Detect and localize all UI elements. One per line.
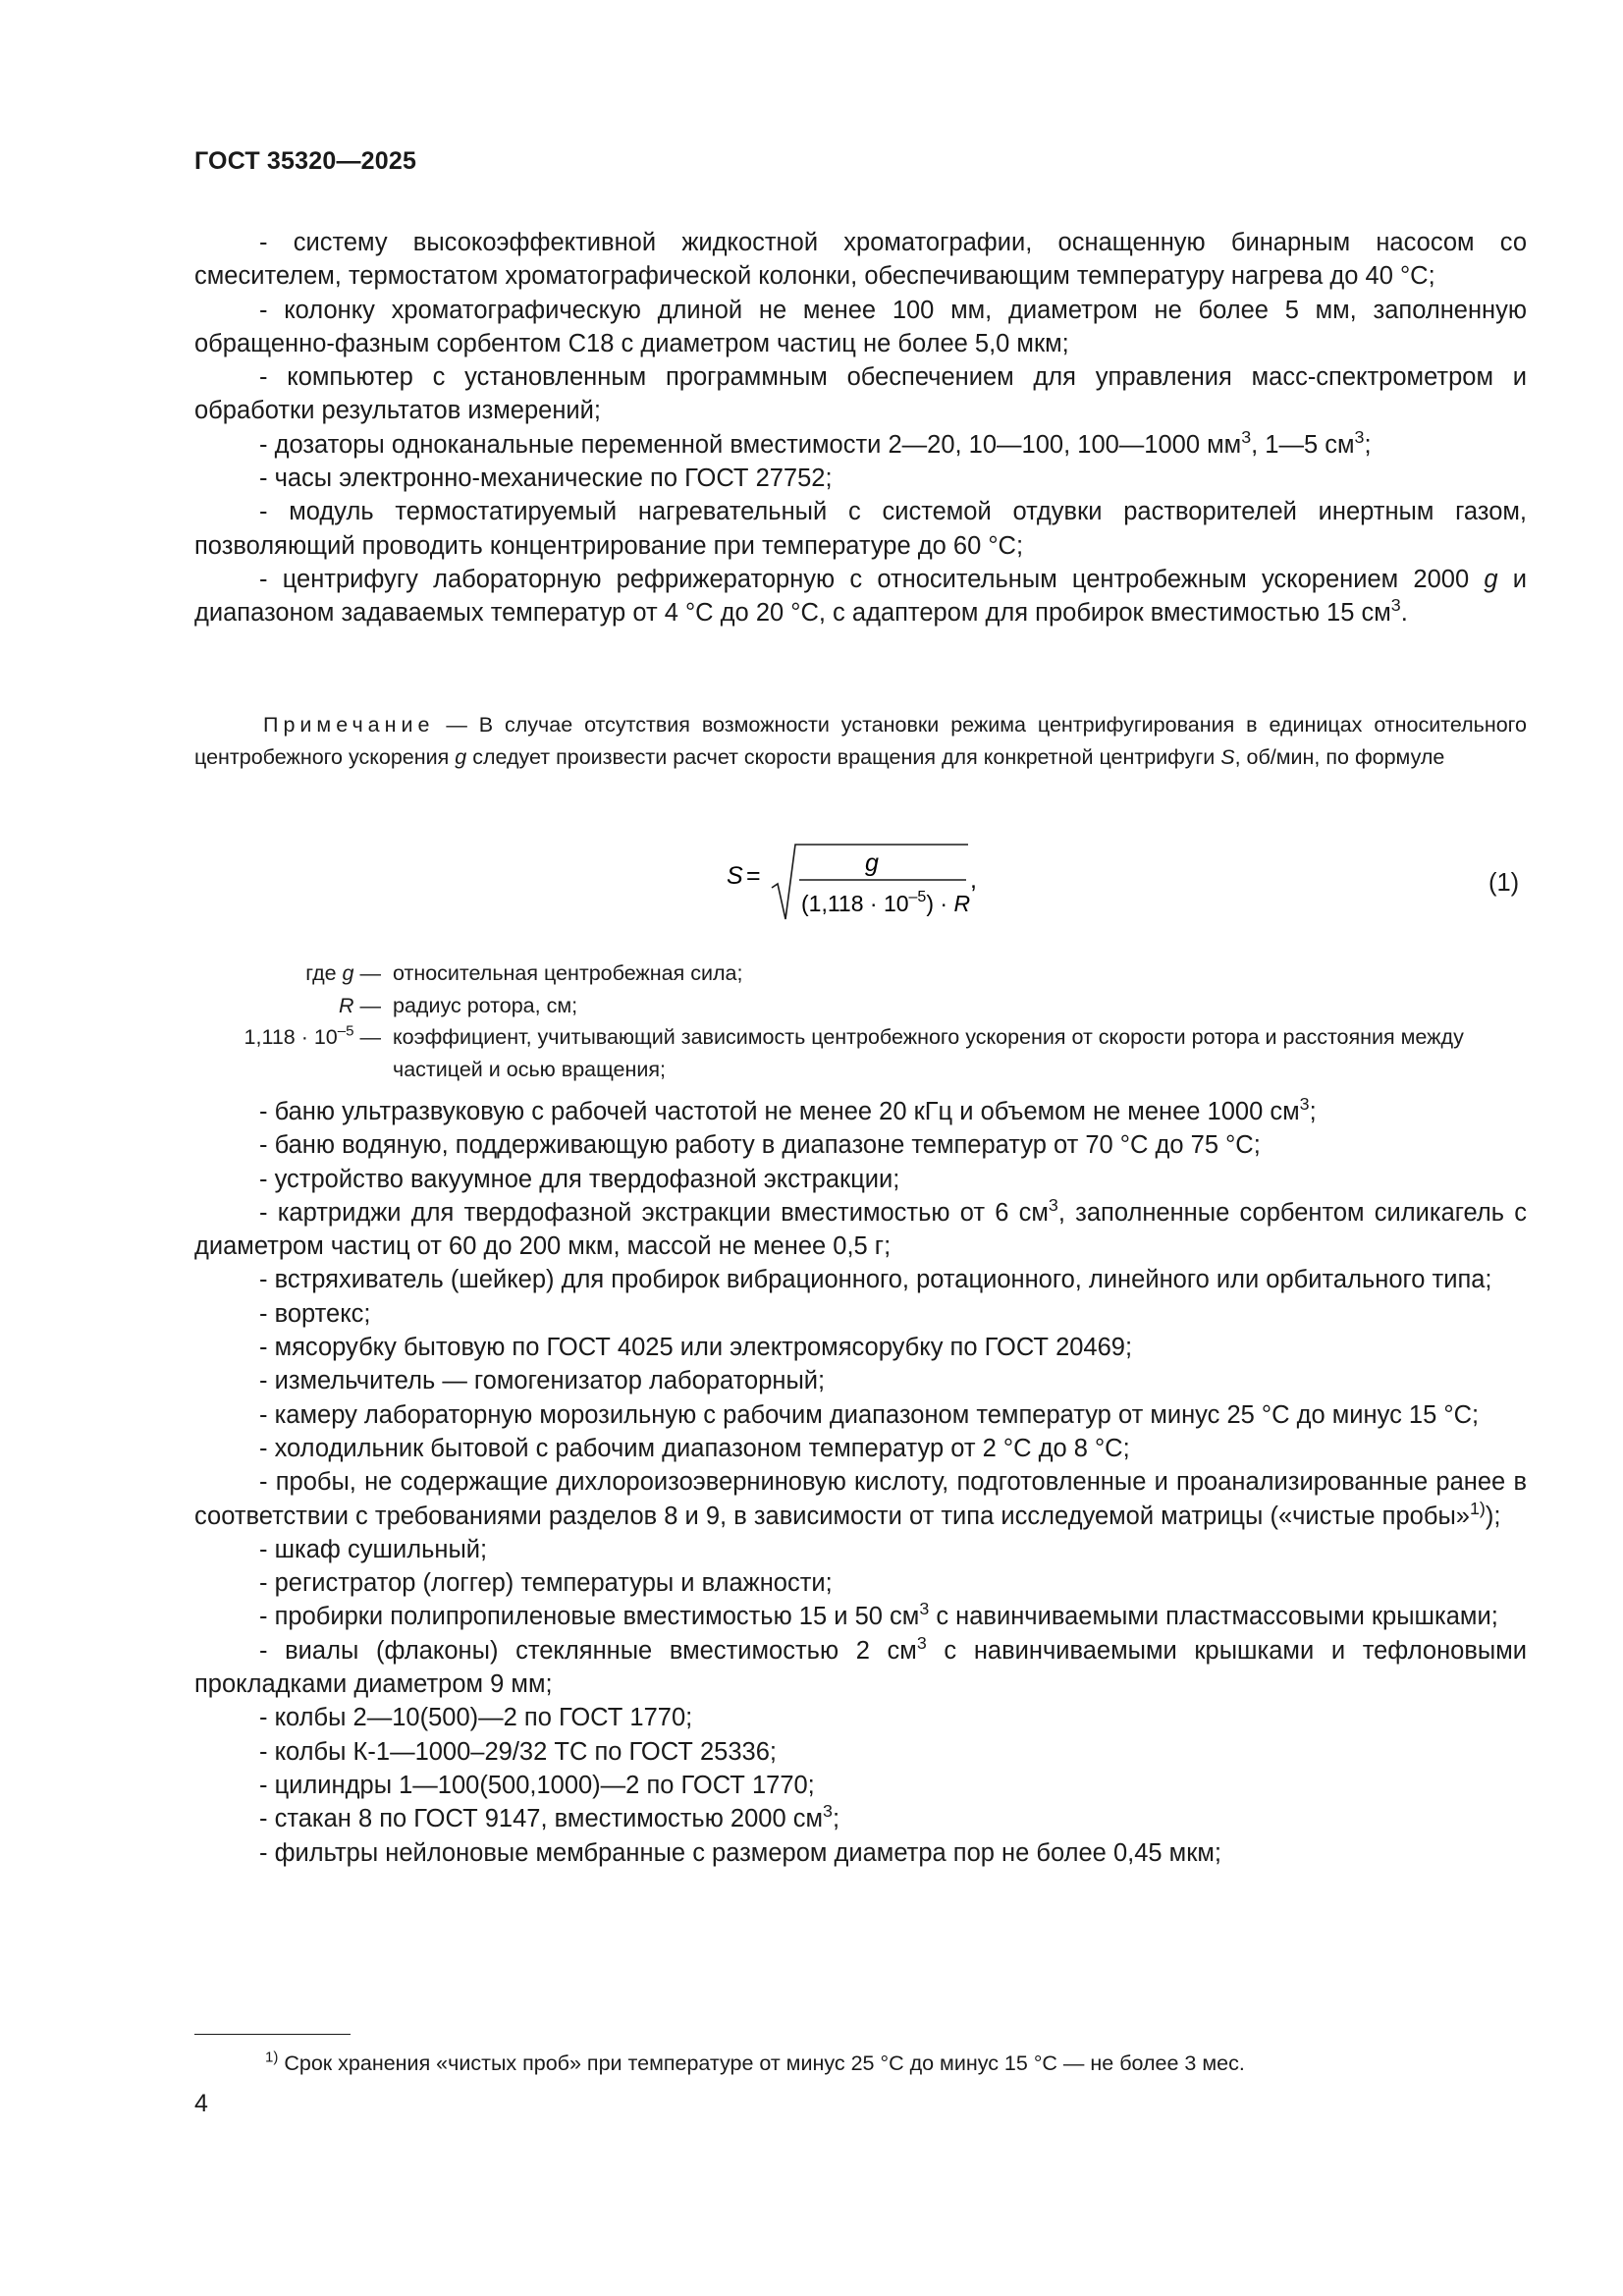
list-item: - холодильник бытовой с рабочим диапазоном температур от 2 °C до 8 °C; (259, 1434, 1130, 1462)
footnote (265, 2050, 1245, 2077)
list-item: - колбы К-1—1000–29/32 ТС по ГОСТ 25336; (259, 1737, 777, 1766)
list-item: - баню ультразвуковую с рабочей частотой не менее 20 кГц и объемом не менее 1000 $см^3$; (259, 1094, 1317, 1125)
list-item: - компьютер с установленным программным обеспечением для управления масс-спектрометром и обработки результатов измерений; (194, 363, 1527, 425)
footnote-separator (194, 2034, 351, 2035)
list-item: - виалы (флаконы) стеклянные вместимостью 2 $см^3$ с навинчиваемыми крышками и тефлоновыми прокладками диаметром 9 мм; (194, 1632, 1527, 1699)
list-item: - встряхиватель (шейкер) для пробирок вибрационного, ротационного, линейного или орбитального типа; (259, 1266, 1492, 1294)
list-item: - систему высокоэффективной жидкостной хроматографии, оснащенную бинарным насосом со смесителем, термостатом хроматографической колонки, обеспечивающим температуру нагрева до 40 °C; (194, 229, 1527, 291)
legend-symbol: где g — (305, 961, 381, 985)
legend-symbol: $1,118 \cdot 10^{-5}$ — (243, 1022, 381, 1049)
note-paragraph (194, 709, 1527, 773)
list-item: - часы электронно-механические по ГОСТ 27752; (259, 465, 833, 493)
note-block (194, 709, 1527, 773)
formula-1 (0, 833, 1623, 931)
list-item: - модуль термостатируемый нагревательный с системой отдувки растворителей инертным газом, позволяющий проводить концентрирование при температуре до 60 °C; (194, 498, 1527, 560)
list-item: - дозаторы одноканальные переменной вместимости 2—20, 10—100, 100—1000 $мм^3$, 1—5 $см^3$; (259, 426, 1372, 459)
list-item: - стакан 8 по ГОСТ 9147, вместимостью 2000 $см^3$; (259, 1801, 840, 1833)
list-item: - устройство вакуумное для твердофазной экстракции; (259, 1165, 900, 1193)
list-item: - шкаф сушильный; (259, 1535, 488, 1563)
list-item: - мясорубку бытовую по ГОСТ 4025 или электромясорубку по ГОСТ 20469; (259, 1334, 1133, 1362)
list-item: - пробирки полипропиленовые вместимостью 15 и 50 $см^3$ с навинчиваемыми пластмассовыми крышками; (259, 1599, 1498, 1631)
footnote-mark: 1) (265, 2049, 279, 2066)
list-item: - камеру лабораторную морозильную с рабочим диапазоном температур от минус 25 °C до минус 15 °C; (259, 1400, 1480, 1429)
legend-row (194, 1021, 1527, 1085)
equipment-list-top (194, 226, 1527, 630)
legend-description: относительная центробежная сила; (393, 961, 743, 985)
list-item: - измельчитель — гомогенизатор лабораторный; (259, 1367, 826, 1395)
formula-numerator: g (865, 849, 879, 877)
list-item: - пробы, не содержащие дихлороизоэверниновую кислоту, подготовленные и проанализированные ранее в соответствии с требованиями разделов 8 и 9, в зависимости от типа исследуемой матрицы («чистые пробы»$^{1)}$); (194, 1468, 1527, 1530)
document-header: ГОСТ 35320—2025 (194, 147, 417, 175)
footnote-text: Срок хранения «чистых проб» при температуре от минус 25 °C до минус 15 °C — не более 3 мес. (278, 2051, 1245, 2075)
list-item: - картриджи для твердофазной экстракции вместимостью от 6 $см^3$, заполненные сорбентом силикагель с диаметром частиц от 60 до 200 мкм, массой не менее 0,5 г; (194, 1195, 1528, 1261)
legend-symbol: R — (338, 993, 381, 1017)
list-item: - регистратор (логгер) температуры и влажности; (259, 1569, 833, 1598)
list-item: - вортекс; (259, 1299, 371, 1328)
note-text: — В случае отсутствия возможности установки режима центрифугирования в единицах относительного центробежного ускорения g следует произвести расчет скорости вращения для конкретной центрифуги S, об/мин, по формуле (194, 713, 1527, 769)
formula-equals: = (746, 862, 761, 890)
legend-description: радиус ротора, см; (393, 993, 578, 1017)
list-item: - колбы 2—10(500)—2 по ГОСТ 1770; (259, 1704, 693, 1732)
formula-number: (1) (1488, 869, 1520, 897)
formula-trailing-comma: , (970, 866, 977, 894)
page-number: 4 (194, 2090, 208, 2117)
formula-lhs: S (727, 862, 743, 890)
formula-expression (727, 833, 982, 931)
equipment-list-bottom (194, 1095, 1527, 1870)
list-item: - баню водяную, поддерживающую работу в диапазоне температур от 70 °C до 75 °C; (259, 1131, 1261, 1160)
list-item: - цилиндры 1—100(500,1000)—2 по ГОСТ 1770; (259, 1771, 815, 1799)
formula-legend (194, 957, 1527, 1085)
legend-description: коэффициент, учитывающий зависимость центробежного ускорения от скорости ротора и расстояния между частицей и осью вращения; (393, 1025, 1464, 1081)
formula-denominator: $(1,118 \cdot 10^{-5}) \cdot R$ (801, 889, 971, 916)
list-item: - колонку хроматографическую длиной не менее 100 мм, диаметром не более 5 мм, заполненную обращенно-фазным сорбентом С18 с диаметром частиц не более 5,0 мкм; (194, 296, 1527, 357)
list-item: - фильтры нейлоновые мембранные с размером диаметра пор не более 0,45 мкм; (259, 1838, 1221, 1867)
list-item: - центрифугу лабораторную рефрижераторную с относительным центробежным ускорением 2000 g и диапазоном задаваемых температур от 4 °C до 20 °C, с адаптером для пробирок вместимостью 15 $см^3$. (194, 565, 1527, 628)
note-label: Примечание (263, 713, 435, 737)
legend-row (194, 957, 1527, 990)
legend-row (194, 990, 1527, 1022)
